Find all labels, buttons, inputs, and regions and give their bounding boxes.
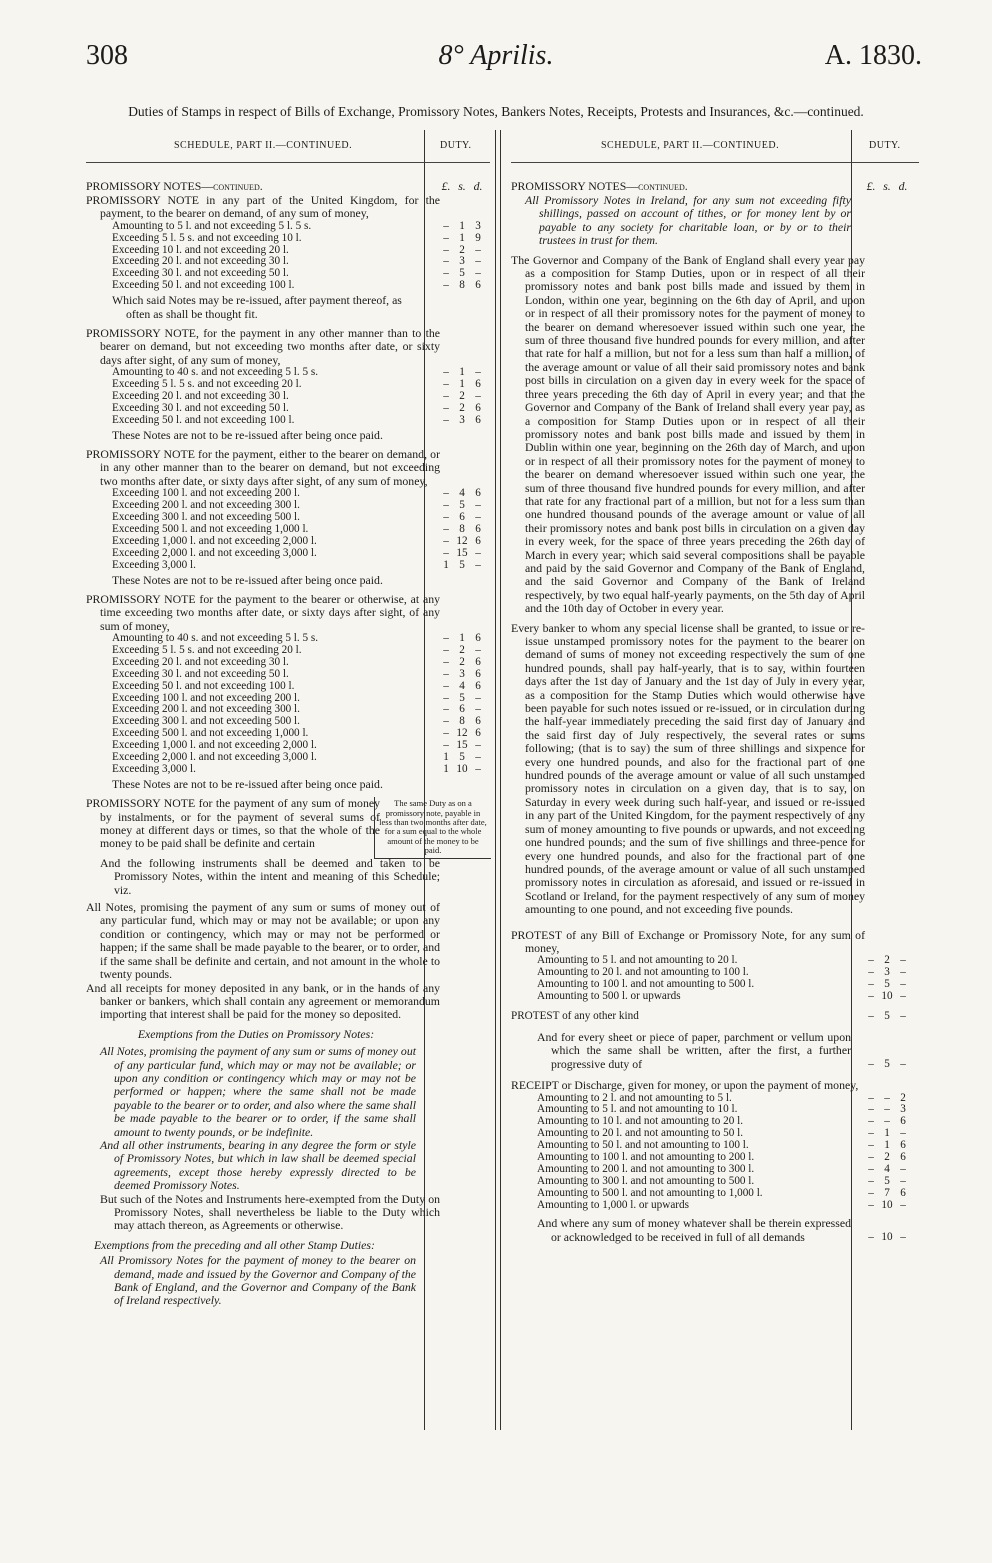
duty-shillings: 1 [459, 632, 465, 645]
pn5-block [86, 796, 490, 856]
duty-row-label: Exceeding 500 l. and not exceeding 1,000 l. [112, 523, 309, 535]
duty-row-label: Exceeding 20 l. and not exceeding 30 l. [112, 656, 289, 668]
duty-shillings: 1 [884, 1139, 890, 1152]
duty-pounds: – [443, 413, 449, 426]
duty-pence: 6 [475, 679, 481, 692]
duty-row-label: Exceeding 5 l. 5 s. and not exceeding 20 l. [112, 379, 302, 391]
duty-pence: – [475, 366, 481, 379]
duty-pounds: – [443, 366, 449, 379]
duty-pounds: – [868, 978, 874, 991]
duty-shillings: 10 [881, 990, 893, 1003]
duty-row [86, 657, 490, 669]
duty-shillings: 12 [456, 727, 468, 740]
receipt-full-row: And where any sum of money whatever shall be therein expressed or acknowledged to be received in full of all demands – 10 – [537, 1216, 906, 1244]
duty-pounds: – [443, 279, 449, 292]
deemed-intro: And the following instruments shall be deemed and taken to be Promissory Notes, within the intent and meaning of this Schedule; viz. [100, 855, 440, 897]
page-date: 8° Aprilis. [438, 40, 554, 71]
duty-pence: – [475, 703, 481, 716]
schedule-heading: SCHEDULE, PART II.—CONTINUED. [601, 140, 780, 151]
duty-row-amount [426, 681, 486, 693]
protest-sheet-row: And for every sheet or piece of paper, parchment or vellum upon which the same shall be written, after the first, a further progressive duty of – 5 – [537, 1029, 906, 1071]
section-heading: PROMISSORY NOTES—continued. £. s. d. [511, 180, 919, 194]
duty-row-amount [426, 764, 486, 776]
duty-row-label: Amounting to 1,000 l. or upwards [537, 1199, 689, 1211]
duty-pence: 3 [475, 219, 481, 232]
duty-row-label: Amounting to 100 l. and not amounting to 500 l. [537, 979, 755, 991]
duty-pence: 6 [900, 1186, 906, 1199]
duty-pounds: – [868, 1139, 874, 1152]
pn1-intro: PROMISSORY NOTE in any part of the United Kingdom, for the payment, to the bearer on demand, of any sum of money, [86, 193, 440, 221]
duty-shillings: 2 [459, 401, 465, 414]
duty-shillings: 2 [459, 644, 465, 657]
duty-row [511, 1128, 919, 1140]
duty-row-label: Exceeding 1,000 l. and not exceeding 2,000 l. [112, 740, 317, 752]
duty-row [86, 367, 490, 379]
duty-shillings: 10 [881, 1198, 893, 1211]
duty-row-amount [426, 560, 486, 572]
duty-row-label: Amounting to 500 l. and not amounting to 1,000 l. [537, 1187, 763, 1199]
pn3-note: These Notes are not to be re-issued after being once paid. [112, 572, 383, 587]
duty-row-label: Exceeding 10 l. and not exceeding 20 l. [112, 244, 289, 256]
duty-pence: 6 [475, 534, 481, 547]
protest-intro: PROTEST of any Bill of Exchange or Promissory Note, for any sum of money, [511, 927, 865, 955]
deemed-2: And all receipts for money deposited in any bank, or in the hands of any banker or bankers, which shall contain any agreement or memorandum importing that interest shall be paid for the money so deposited. [86, 980, 440, 1022]
duty-row-label: Exceeding 30 l. and not exceeding 50 l. [112, 268, 289, 280]
duty-row-amount [851, 1176, 911, 1188]
duty-row-label: Exceeding 100 l. and not exceeding 200 l. [112, 692, 300, 704]
duty-pounds: – [868, 954, 874, 967]
duty-shillings: 4 [884, 1162, 890, 1175]
duty-shillings: – [884, 1103, 890, 1116]
duty-row [511, 991, 919, 1003]
page-title: Duties of Stamps in respect of Bills of Exchange, Promissory Notes, Bankers Notes, Receipts, Protests and Insurances, &c.—continued. [128, 104, 864, 119]
duty-shillings: 5 [884, 1174, 890, 1187]
right-body [511, 180, 919, 1244]
duty-row [511, 955, 919, 967]
left-body [86, 180, 490, 1308]
pn1-table [86, 221, 490, 292]
duty-shillings: 3 [459, 413, 465, 426]
duty-pounds: – [868, 966, 874, 979]
duty-row-label: Amounting to 100 l. and not amounting to 200 l. [537, 1151, 755, 1163]
exempt2-heading: Exemptions from the preceding and all other Stamp Duties: [94, 1237, 375, 1252]
pn3-table [86, 488, 490, 571]
duty-pounds: – [443, 667, 449, 680]
duty-row [86, 500, 490, 512]
duty-row-label: Exceeding 200 l. and not exceeding 300 l. [112, 704, 300, 716]
duty-row-label: Exceeding 200 l. and not exceeding 300 l. [112, 500, 300, 512]
duty-units: £. s. d. [866, 179, 908, 193]
duty-pounds: – [868, 1186, 874, 1199]
duty-row [86, 560, 490, 572]
protest-table [511, 955, 919, 1003]
duty-shillings: 4 [459, 487, 465, 500]
receipt-table [511, 1093, 919, 1212]
duty-row [86, 536, 490, 548]
exempt-3: But such of the Notes and Instruments here-exempted from the Duty on Promissory Notes, shall nevertheless be liable to the Duty which may attach thereon, as Agreements or otherwise. [100, 1191, 440, 1233]
duty-row-label: Amounting to 20 l. and not amounting to 50 l. [537, 1128, 744, 1140]
duty-shillings: 15 [456, 546, 468, 559]
duty-pounds: – [868, 1115, 874, 1128]
duty-pounds: – [868, 1127, 874, 1140]
duty-row [86, 693, 490, 705]
duty-row-label: Exceeding 20 l. and not exceeding 30 l. [112, 390, 289, 402]
duty-shillings: 4 [459, 679, 465, 692]
duty-shillings: 1 [459, 366, 465, 379]
receipt-intro: RECEIPT or Discharge, given for money, or upon the payment of money, [511, 1078, 859, 1093]
duty-pence: – [900, 1174, 906, 1187]
duty-pounds: – [443, 487, 449, 500]
duty-pounds: – [443, 267, 449, 280]
duty-shillings: 10 [456, 762, 468, 775]
duty-row-label: Exceeding 2,000 l. and not exceeding 3,000 l. [112, 752, 317, 764]
duty-pounds: – [443, 389, 449, 402]
duty-pence: 6 [475, 715, 481, 728]
duty-row [86, 645, 490, 657]
duty-pence: – [475, 644, 481, 657]
page-number: 308 [86, 40, 128, 71]
pn4-intro: PROMISSORY NOTE for the payment to the bearer or otherwise, at any time exceeding two months after date, or sixty days after sight, of any sum of money, [86, 591, 440, 633]
duty-pounds: – [443, 703, 449, 716]
duty-row-amount [851, 1200, 911, 1212]
duty-pounds: – [443, 378, 449, 391]
duty-shillings: 8 [459, 279, 465, 292]
duty-pounds: – [443, 715, 449, 728]
duty-row [86, 280, 490, 292]
duty-row [86, 233, 490, 245]
duty-row [86, 391, 490, 403]
duty-pence: 6 [900, 1139, 906, 1152]
duty-row [86, 548, 490, 560]
duty-units: £. s. d. [441, 179, 483, 193]
duty-shillings: 12 [456, 534, 468, 547]
duty-row [511, 1164, 919, 1176]
duty-row [86, 221, 490, 233]
duty-shillings: 2 [884, 1150, 890, 1163]
duty-row-label: Exceeding 2,000 l. and not exceeding 3,000 l. [112, 547, 317, 559]
duty-pounds: – [443, 632, 449, 645]
duty-row [86, 512, 490, 524]
exempt-heading: Exemptions from the Duties on Promissory Notes: [137, 1026, 375, 1041]
duty-row-label: Amounting to 10 l. and not amounting to 20 l. [537, 1116, 744, 1128]
duty-pence: 6 [475, 727, 481, 740]
duty-row [511, 1104, 919, 1116]
duty-pounds: – [443, 644, 449, 657]
protest-other-row: PROTEST of any other kind – 5 – [511, 1009, 906, 1022]
deemed-1: All Notes, promising the payment of any sum or sums of money out of any particular fund, which may or may not be available; or upon any condition or contingency, which may or may not be performed or happen; if the same shall be made payable to the bearer, or to order, and if the same shall be definite and certain, and not amount in the whole to twenty pounds. [86, 900, 440, 982]
pn2-note: These Notes are not to be re-issued after being once paid. [112, 427, 383, 442]
pn4-note: These Notes are not to be re-issued after being once paid. [112, 776, 383, 791]
duty-pounds: – [443, 511, 449, 524]
duty-pounds: – [868, 990, 874, 1003]
duty-row-label: Amounting to 500 l. or upwards [537, 991, 681, 1003]
duty-pence: – [475, 558, 481, 571]
duty-row [86, 728, 490, 740]
duty-pence: – [475, 546, 481, 559]
duty-row [511, 1116, 919, 1128]
duty-row-label: Exceeding 30 l. and not exceeding 50 l. [112, 668, 289, 680]
duty-row [86, 633, 490, 645]
duty-pence: 9 [475, 231, 481, 244]
duty-row [511, 979, 919, 991]
duty-row-label: Exceeding 100 l. and not exceeding 200 l. [112, 488, 300, 500]
duty-shillings: 2 [884, 954, 890, 967]
duty-shillings: 2 [459, 655, 465, 668]
duty-pounds: – [443, 691, 449, 704]
duty-row-label: Exceeding 300 l. and not exceeding 500 l. [112, 716, 300, 728]
duty-row-amount [426, 403, 486, 415]
exempt-1: All Notes, promising the payment of any sum or sums of money out of any particular fund, which may or may not be available; or upon any condition or contingency which may or may not be performed or happen; where the same shall not be made payable to the bearer or to order, and also where the same shall be made payable to the bearer or to order, if the same shall amount to twenty pounds, or be indefinite. [100, 1044, 416, 1139]
duty-shillings: 3 [884, 966, 890, 979]
duty-pounds: – [443, 534, 449, 547]
duty-heading: DUTY. [869, 140, 901, 151]
duty-shillings: 5 [459, 751, 465, 764]
duty-row [86, 379, 490, 391]
duty-pence: 6 [475, 522, 481, 535]
duty-row-amount [426, 221, 486, 233]
duty-shillings: 5 [884, 978, 890, 991]
column-rule [495, 130, 496, 1430]
duty-row [511, 967, 919, 979]
duty-row-label: Amounting to 50 l. and not amounting to 100 l. [537, 1140, 749, 1152]
duty-row-label: Exceeding 5 l. 5 s. and not exceeding 10 l. [112, 232, 302, 244]
duty-row-label: Amounting to 200 l. and not amounting to 300 l. [537, 1163, 755, 1175]
duty-row [511, 1140, 919, 1152]
duty-pounds: – [443, 219, 449, 232]
duty-shillings: 2 [459, 389, 465, 402]
duty-pounds: – [443, 727, 449, 740]
duty-row-label: Amounting to 40 s. and not exceeding 5 l. 5 s. [112, 367, 319, 379]
duty-pence: 6 [475, 401, 481, 414]
duty-shillings: 5 [459, 691, 465, 704]
duty-row-amount [851, 991, 911, 1003]
duty-row [511, 1093, 919, 1105]
duty-row-label: Exceeding 3,000 l. [112, 763, 196, 775]
duty-pounds: – [868, 1174, 874, 1187]
duty-pence: – [900, 1198, 906, 1211]
bank-composition: The Governor and Company of the Bank of England shall every year pay as a composition for Stamp Duties, upon or in respect of all their promissory notes and bank post bills made and issued by them in London, within one year, beginning on the 6th day of April, and upon or in respect of all their promissory notes for the payment of money to the bearer on demand wheresoever issued within such one year, the sum of three thousand five hundred pounds for every million, and after that rate for half a million, but not for a less sum than half a million, of the average amount or value of all their said promissory notes and bank post bills in circulation on a given day in every week for the space of three years preceding the 6th day of April in every year; and that the Governor and Company of the Bank of Ireland shall every year pay, as a composition for Stamp Duties upon or in respect of all their promissory notes and bank post bills made and issued by them in Dublin within one year, beginning on the 26th day of March, and upon or in respect of all their promissory notes for the payment of money to the bearer on demand wheresoever issued within such one year, the sum of three thousand five hundred pounds for every million, and after that rate for any fractional part of a million, but not for a less sum than one hundred thousand pounds of the average amount or value of all their promissory notes and bank post bills in circulation on a given day in every week, for the space of three years preceding the 26th day of March in every year; which said several compositions shall be payable and paid by the said Governor and Company of the Bank of England, and the said Governor and Company of the Bank of Ireland respectively, by two equal half-yearly payments, on the 5th day of April and the 10th day of October in every year. [511, 252, 865, 616]
pn3-intro: PROMISSORY NOTE for the payment, either to the bearer on demand, or in any other manner than to the bearer on demand, but not exceeding two months after date, or sixty days after sight, of any sum of money, [86, 447, 440, 488]
duty-pence: – [900, 1127, 906, 1140]
duty-pence: 3 [900, 1103, 906, 1116]
page-year: A. 1830. [824, 40, 922, 71]
duty-shillings: 8 [459, 522, 465, 535]
duty-row [511, 1176, 919, 1188]
duty-row-label: Amounting to 40 s. and not exceeding 5 l. 5 s. [112, 633, 319, 645]
duty-pence: – [475, 739, 481, 752]
duty-pence: 6 [475, 632, 481, 645]
duty-row [511, 1200, 919, 1212]
exempt2-1: All Promissory Notes for the payment of money to the bearer on demand, made and issued by the Governor and Company of the Bank of England, and the Governor and Company of the Bank of Ireland respectively. [100, 1253, 416, 1308]
duty-row [86, 268, 490, 280]
duty-row-amount [426, 536, 486, 548]
pn2-table [86, 367, 490, 426]
duty-row-amount [426, 415, 486, 427]
duty-pence: – [475, 255, 481, 268]
duty-shillings: 1 [459, 378, 465, 391]
duty-shillings: 2 [459, 243, 465, 256]
duty-shillings: 3 [459, 255, 465, 268]
duty-pence: – [900, 990, 906, 1003]
duty-pence: 2 [900, 1091, 906, 1104]
pn1-note: Which said Notes may be re-issued, after payment thereof, as often as shall be thought fit. [112, 293, 402, 321]
duty-pounds: – [443, 546, 449, 559]
duty-shillings: 6 [459, 703, 465, 716]
duty-pence: – [475, 243, 481, 256]
duty-pence: – [475, 751, 481, 764]
duty-row-amount [426, 280, 486, 292]
duty-shillings: – [884, 1115, 890, 1128]
duty-pence: 6 [475, 655, 481, 668]
duty-pounds: – [443, 401, 449, 414]
duty-row [86, 256, 490, 268]
duty-pence: 6 [475, 378, 481, 391]
duty-shillings: 5 [459, 499, 465, 512]
duty-row [86, 764, 490, 776]
duty-row-label: Amounting to 300 l. and not amounting to 500 l. [537, 1175, 755, 1187]
duty-row-label: Exceeding 5 l. 5 s. and not exceeding 20 l. [112, 645, 302, 657]
duty-pence: – [475, 499, 481, 512]
duty-pounds: – [443, 655, 449, 668]
duty-row-label: Exceeding 30 l. and not exceeding 50 l. [112, 402, 289, 414]
exempt-2: And all other instruments, bearing in any degree the form or style of Promissory Notes, but which in law shall be deemed special agreements, except those hereby expressly directed to be deemed Promissory Notes. [100, 1137, 416, 1193]
duty-row-amount [426, 233, 486, 245]
duty-pence: 6 [475, 279, 481, 292]
duty-row [86, 681, 490, 693]
duty-row [86, 524, 490, 536]
header-rule [511, 162, 919, 163]
pn2-intro: PROMISSORY NOTE, for the payment in any other manner than to the bearer on demand, but not exceeding two months after date, or sixty days after sight, of any sum of money, [86, 325, 440, 367]
duty-shillings: 5 [459, 558, 465, 571]
duty-pounds: – [868, 1150, 874, 1163]
duty-row [86, 669, 490, 681]
duty-pence: 6 [475, 413, 481, 426]
duty-pence: – [475, 762, 481, 775]
duty-row-label: Exceeding 300 l. and not exceeding 500 l. [112, 512, 300, 524]
duty-shillings: 7 [884, 1186, 890, 1199]
duty-pounds: – [868, 1103, 874, 1116]
duty-row [86, 740, 490, 752]
schedule-heading: SCHEDULE, PART II.—CONTINUED. [174, 140, 353, 151]
duty-row-label: Amounting to 20 l. and not amounting to 100 l. [537, 967, 749, 979]
duty-row [86, 245, 490, 257]
banker-license: Every banker to whom any special license shall be granted, to issue or re-issue unstamped promissory notes for the payment to the bearer on demand of sums of money not exceeding respectively the sum of one hundred pounds, shall pay half-yearly, that is to say, within fourteen days after the 1st day of January and the 1st day of July in every year, as a composition for the Stamp Duties which would otherwise have been payable for such notes issued or re-issued, or in circulation during the half-year immediately preceding the said first day of January and the said first day of July respectively, the several rates or sums following; (that is to say) the sum of three shillings and sixpence for every one hundred pounds, and also for the fractional part of one hundred pounds of the average amount or value of all such unstamped promissory notes in circulation on a given day, that is to say, on Saturday in every week during such half-year, and issued or re-issued in any part of the United Kingdom, for the payment respectively of any sum of money amounting to five pounds or upwards, and not exceeding one hundred pounds; and the sum of five shillings and three-pence for every one hundred pounds, and also for the fractional part of one hundred pounds, of the average amount or value of all such unstamped promissory notes in circulation as aforesaid, and issued or re-issued in Scotland or Ireland, for the payment respectively of any sum of money amounting to one pound, and not exceeding five pounds. [511, 620, 865, 917]
pn5-text: PROMISSORY NOTE for the payment of any sum of money by instalments, or for the payment of several sums of money at different days or times, so that the whole of the money to be paid shall be definite and certain [86, 796, 380, 851]
duty-pounds: – [443, 231, 449, 244]
duty-row-label: Amounting to 2 l. and not amounting to 5 l. [537, 1092, 732, 1104]
duty-row [86, 752, 490, 764]
header-rule [86, 162, 490, 163]
duty-row [86, 716, 490, 728]
duty-pounds: 1 [443, 558, 449, 571]
duty-pounds: – [868, 1162, 874, 1175]
duty-pounds: – [443, 739, 449, 752]
duty-pence: – [475, 389, 481, 402]
pn5-sidenote: The same Duty as on a promissory note, payable in less than two months after date, for a sum equal to the whole amount of the money to be paid. [374, 797, 491, 858]
duty-row [86, 704, 490, 716]
duty-row-label: Amounting to 5 l. and not exceeding 5 l. 5 s. [112, 220, 312, 232]
duty-pence: – [900, 1162, 906, 1175]
duty-pounds: 1 [443, 751, 449, 764]
duty-row [511, 1152, 919, 1164]
duty-pence: 6 [900, 1115, 906, 1128]
duty-pence: 6 [900, 1150, 906, 1163]
duty-shillings: 15 [456, 739, 468, 752]
duty-pounds: – [443, 499, 449, 512]
duty-row-label: Exceeding 20 l. and not exceeding 30 l. [112, 256, 289, 268]
duty-shillings: 3 [459, 667, 465, 680]
duty-row-amount [426, 548, 486, 560]
section-heading: PROMISSORY NOTES—continued. £. s. d. [86, 180, 490, 194]
duty-row-label: Exceeding 1,000 l. and not exceeding 2,000 l. [112, 535, 317, 547]
duty-row [86, 415, 490, 427]
duty-pounds: – [443, 243, 449, 256]
duty-row-amount [426, 657, 486, 669]
duty-pence: – [900, 954, 906, 967]
duty-shillings: 8 [459, 715, 465, 728]
duty-shillings: – [884, 1091, 890, 1104]
duty-pounds: – [443, 522, 449, 535]
duty-row-label: Exceeding 50 l. and not exceeding 100 l. [112, 280, 295, 292]
column-rule [500, 130, 501, 1430]
duty-pounds: – [443, 679, 449, 692]
duty-row [86, 403, 490, 415]
duty-pence: – [475, 267, 481, 280]
duty-shillings: 6 [459, 511, 465, 524]
duty-pence: 6 [475, 667, 481, 680]
duty-row-amount [426, 669, 486, 681]
duty-pence: – [475, 691, 481, 704]
duty-row-amount [851, 1164, 911, 1176]
duty-pounds: – [443, 255, 449, 268]
duty-row [86, 488, 490, 500]
duty-shillings: 1 [884, 1127, 890, 1140]
ireland-exempt: All Promissory Notes in Ireland, for any sum not exceeding fifty shillings, passed on account of tithes, or for money lent by or payable to any society for charitable loan, or by or to their trustees in trust for them. [525, 193, 851, 248]
duty-shillings: 1 [459, 219, 465, 232]
duty-row-amount [851, 1188, 911, 1200]
duty-pence: – [900, 966, 906, 979]
duty-pounds: – [868, 1091, 874, 1104]
duty-row-label: Amounting to 5 l. and not amounting to 20 l. [537, 955, 738, 967]
duty-row-label: Exceeding 3,000 l. [112, 559, 196, 571]
duty-row-label: Exceeding 50 l. and not exceeding 100 l. [112, 680, 295, 692]
duty-heading: DUTY. [440, 140, 472, 151]
duty-pence: 6 [475, 487, 481, 500]
duty-row [511, 1188, 919, 1200]
duty-pounds: – [868, 1198, 874, 1211]
duty-pounds: 1 [443, 762, 449, 775]
duty-pence: – [900, 978, 906, 991]
pn4-table [86, 633, 490, 776]
duty-pence: – [475, 511, 481, 524]
duty-row-label: Exceeding 500 l. and not exceeding 1,000 l. [112, 728, 309, 740]
duty-shillings: 1 [459, 231, 465, 244]
duty-row-label: Exceeding 50 l. and not exceeding 100 l. [112, 414, 295, 426]
duty-row-label: Amounting to 5 l. and not amounting to 10 l. [537, 1104, 738, 1116]
duty-shillings: 5 [459, 267, 465, 280]
